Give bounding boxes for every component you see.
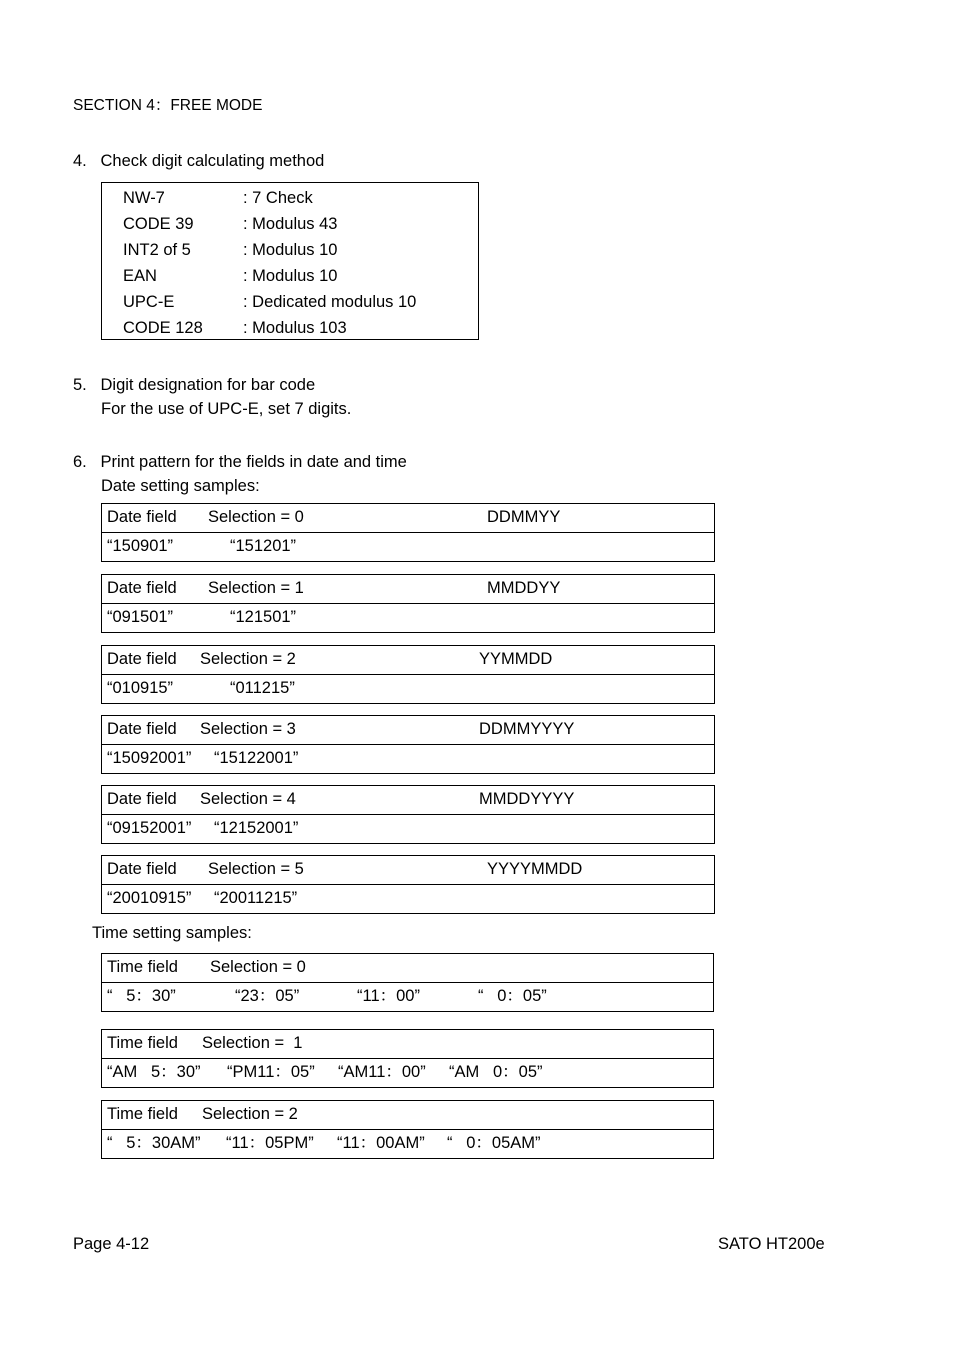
sample-value: “ 5：30” [107,987,176,1005]
field-label: Date field [107,579,177,597]
item-6-title: 6. Print pattern for the fields in date and time [73,453,407,471]
date-header-row [102,575,714,604]
barcode-name: CODE 128 [123,319,203,337]
time-sample-table [101,953,714,1012]
selection-label: Selection = 1 [202,1034,303,1052]
selection-label: Selection = 0 [208,508,304,526]
sample-value: “11：00AM” [337,1134,425,1152]
sample-value: “12152001” [214,819,299,837]
time-sample-row [102,1130,713,1158]
check-digit-table [101,182,479,340]
check-method: : Dedicated modulus 10 [243,293,417,311]
sample-value: “23：05” [235,987,300,1005]
field-label: Date field [107,860,177,878]
selection-label: Selection = 4 [200,790,296,808]
selection-label: Selection = 2 [200,650,296,668]
format-label: DDMMYY [487,508,561,526]
sample-value: “11：05PM” [226,1134,314,1152]
check-method: : 7 Check [243,189,313,207]
format-label: YYYYMMDD [487,860,583,878]
item-5-title: 5. Digit designation for bar code [73,376,316,394]
barcode-name: NW-7 [123,189,165,207]
date-sample-table [101,574,715,633]
barcode-name: CODE 39 [123,215,194,233]
date-sample-table [101,785,715,844]
date-sample-table [101,645,715,704]
item-5-note: For the use of UPC-E, set 7 digits. [101,400,352,418]
sample-value: “151201” [230,537,297,555]
barcode-name: EAN [123,267,157,285]
sample-value: “ 5：30AM” [107,1134,201,1152]
date-header-row [102,716,714,745]
field-label: Date field [107,790,177,808]
check-method: : Modulus 10 [243,267,338,285]
selection-label: Selection = 1 [208,579,304,597]
date-header-row [102,856,714,885]
format-label: YYMMDD [479,650,553,668]
page-number: Page 4-12 [73,1235,150,1253]
field-label: Time field [107,1105,178,1123]
sample-value: “ 0：05AM” [447,1134,541,1152]
date-sample-row [102,815,714,843]
barcode-name: INT2 of 5 [123,241,191,259]
time-header-row [102,1030,713,1059]
check-method: : Modulus 103 [243,319,347,337]
time-header-row [102,954,713,983]
date-sample-row [102,675,714,703]
time-samples-caption: Time setting samples: [92,924,252,942]
field-label: Date field [107,650,177,668]
time-sample-row [102,983,713,1011]
sample-value: “AM 5：30” [107,1063,201,1081]
date-sample-table [101,715,715,774]
date-sample-row [102,745,714,773]
date-header-row [102,646,714,675]
sample-value: “09152001” [107,819,192,837]
section-header: SECTION 4：FREE MODE [73,97,263,114]
time-sample-row [102,1059,713,1087]
check-method: : Modulus 10 [243,241,338,259]
barcode-name: UPC-E [123,293,175,311]
sample-value: “15122001” [214,749,299,767]
date-sample-row [102,604,714,632]
sample-value: “11：00” [357,987,420,1005]
sample-value: “011215” [230,679,295,697]
sample-value: “20010915” [107,889,192,907]
sample-value: “PM11：05” [227,1063,315,1081]
item-4-title: 4. Check digit calculating method [73,152,325,170]
sample-value: “ 0：05” [478,987,547,1005]
format-label: DDMMYYYY [479,720,575,738]
selection-label: Selection = 5 [208,860,304,878]
date-sample-row [102,885,714,913]
format-label: MMDDYY [487,579,561,597]
date-sample-table [101,855,715,914]
sample-value: “15092001” [107,749,192,767]
field-label: Date field [107,508,177,526]
time-header-row [102,1101,713,1130]
sample-value: “091501” [107,608,174,626]
product-name: SATO HT200e [718,1235,825,1253]
time-sample-table [101,1100,714,1159]
selection-label: Selection = 2 [202,1105,298,1123]
format-label: MMDDYYYY [479,790,575,808]
date-sample-table [101,503,715,562]
date-sample-row [102,533,714,561]
time-sample-table [101,1029,714,1088]
sample-value: “150901” [107,537,174,555]
sample-value: “AM11：00” [338,1063,426,1081]
sample-value: “010915” [107,679,174,697]
date-header-row [102,504,714,533]
check-method: : Modulus 43 [243,215,338,233]
sample-value: “20011215” [214,889,298,907]
date-samples-caption: Date setting samples: [101,477,260,495]
date-header-row [102,786,714,815]
sample-value: “121501” [230,608,297,626]
selection-label: Selection = 3 [200,720,296,738]
selection-label: Selection = 0 [210,958,306,976]
field-label: Time field [107,958,178,976]
field-label: Time field [107,1034,178,1052]
field-label: Date field [107,720,177,738]
sample-value: “AM 0：05” [449,1063,543,1081]
